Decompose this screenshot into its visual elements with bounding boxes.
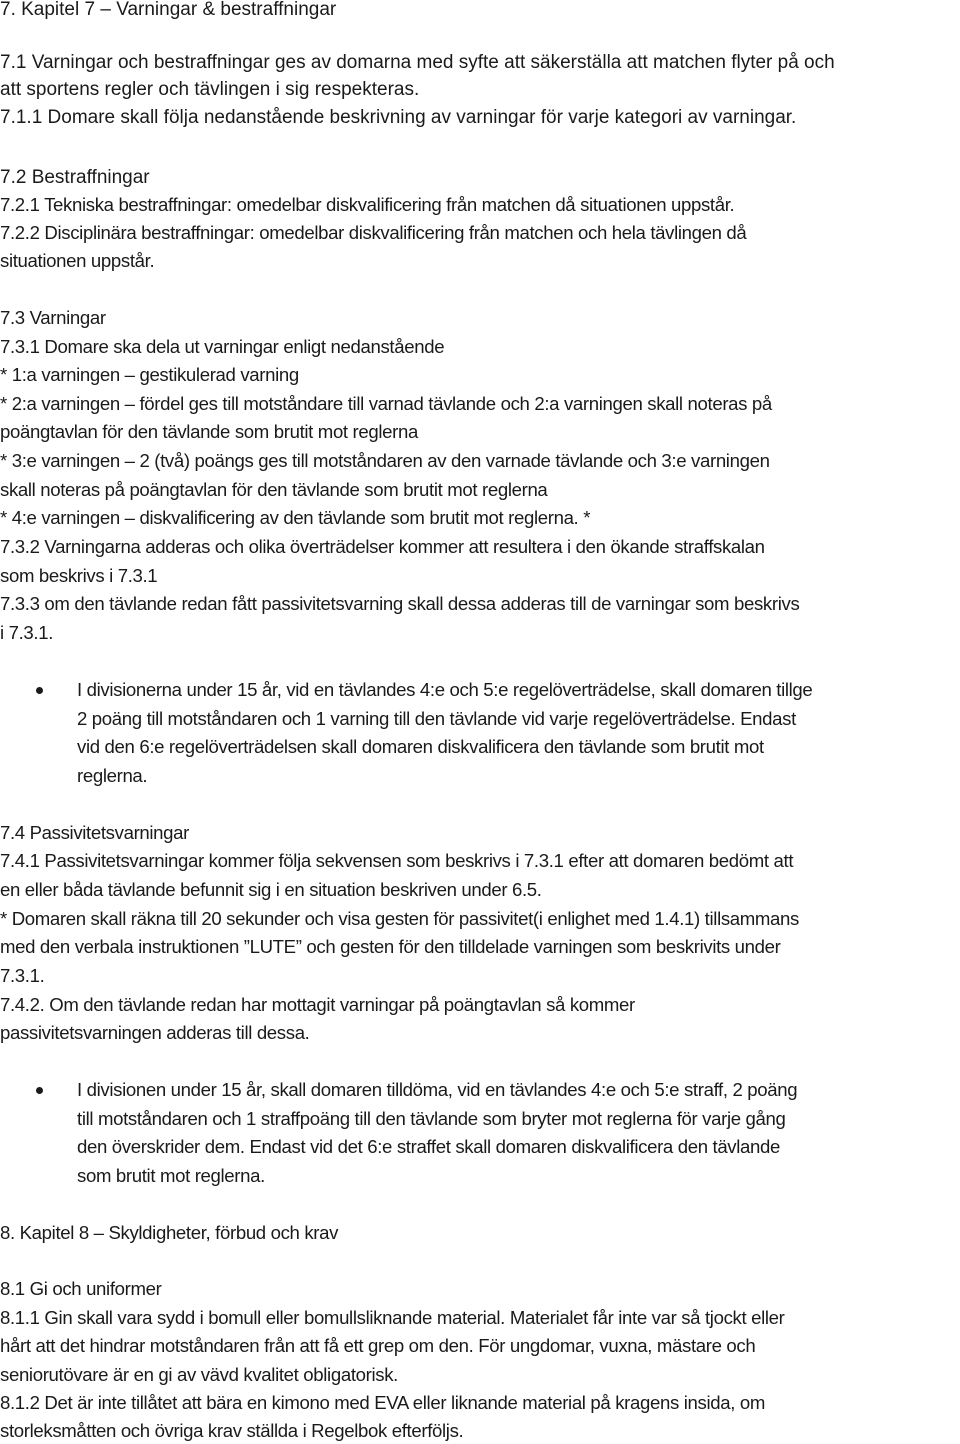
paragraph-7-4-2-line-2: passivitetsvarningen adderas till dessa. [0, 1022, 310, 1043]
bullet-icon [36, 1087, 43, 1094]
heading-7-3: 7.3 Varningar [0, 307, 106, 328]
bullet-1-line-3: vid den 6:e regelöverträdelsen skall domaren diskvalificera den tävlande som brutit mot [77, 736, 764, 757]
paragraph-7-4-1-line-2: en eller båda tävlande befunnit sig i en situation beskriven under 6.5. [0, 879, 542, 900]
warning-2-line-2: poängtavlan för den tävlande som brutit mot reglerna [0, 421, 418, 442]
paragraph-7-1-1: 7.1.1 Domare skall följa nedanstående beskrivning av varningar för varje kategori av varningar. [0, 107, 797, 128]
bullet-2-line-2: till motståndaren och 1 straffpoäng till den tävlande som bryter mot reglerna för varje gång [77, 1108, 786, 1129]
warning-2-line-1: * 2:a varningen – fördel ges till motståndare till varnad tävlande och 2:a varningen skall noteras på [0, 393, 772, 414]
paragraph-7-1-line-1: 7.1 Varningar och bestraffningar ges av domarna med syfte att säkerställa att matchen flyter på och [0, 52, 835, 73]
bullet-1-line-2: 2 poäng till motståndaren och 1 varning till den tävlande vid varje regelöverträdelse. Endast [77, 708, 796, 729]
warning-1: * 1:a varningen – gestikulerad varning [0, 364, 299, 385]
paragraph-8-1-1-line-2: hårt att det hindrar motståndaren från att få ett grep om den. För ungdomar, vuxna, mästare och [0, 1335, 756, 1356]
paragraph-7-3-2-line-2: som beskrivs i 7.3.1 [0, 565, 158, 586]
paragraph-8-1-2-line-1: 8.1.2 Det är inte tillåtet att bära en kimono med EVA eller liknande material på kragens insida, om [0, 1392, 765, 1413]
paragraph-8-1-2-line-2: storleksmåtten och övriga krav ställda i Regelbok efterföljs. [0, 1420, 464, 1441]
paragraph-7-2-1: 7.2.1 Tekniska bestraffningar: omedelbar diskvalificering från matchen då situationen uppstår. [0, 194, 735, 215]
paragraph-7-4-1-line-1: 7.4.1 Passivitetsvarningar kommer följa sekvensen som beskrivs i 7.3.1 efter att domaren bedömt att [0, 850, 794, 871]
bullet-2-line-3: den överskrider dem. Endast vid det 6:e straffet skall domaren diskvalificera den tävlande [77, 1136, 780, 1157]
paragraph-7-3-1: 7.3.1 Domare ska dela ut varningar enligt nedanstående [0, 336, 445, 357]
bullet-icon [36, 687, 43, 694]
warning-4: * 4:e varningen – diskvalificering av den tävlande som brutit mot reglerna. * [0, 507, 591, 528]
paragraph-7-3-2-line-1: 7.3.2 Varningarna adderas och olika överträdelser kommer att resultera i den ökande straffskalan [0, 536, 765, 557]
paragraph-8-1-1-line-3: seniorutövare är en gi av vävd kvalitet obligatorisk. [0, 1364, 398, 1385]
paragraph-7-4-1-line-3: * Domaren skall räkna till 20 sekunder och visa gesten för passivitet(i enlighet med 1.4.1) tillsammans [0, 908, 799, 929]
paragraph-8-1-1-line-1: 8.1.1 Gin skall vara sydd i bomull eller bomullsliknande material. Materialet får inte var så tjockt eller [0, 1307, 785, 1328]
paragraph-7-2-2-line-1: 7.2.2 Disciplinära bestraffningar: omedelbar diskvalificering från matchen och hela tävlingen då [0, 222, 747, 243]
chapter-7-heading: 7. Kapitel 7 – Varningar & bestraffningar [0, 0, 337, 20]
bullet-1-line-4: reglerna. [77, 765, 148, 786]
heading-8-1: 8.1 Gi och uniformer [0, 1278, 162, 1299]
heading-7-2: 7.2 Bestraffningar [0, 167, 150, 188]
paragraph-7-1-line-2: att sportens regler och tävlingen i sig respekteras. [0, 79, 420, 100]
bullet-1-line-1: I divisionerna under 15 år, vid en tävlandes 4:e och 5:e regelöverträdelse, skall domaren tillge [77, 679, 813, 700]
paragraph-7-2-2-line-2: situationen uppstår. [0, 250, 155, 271]
paragraph-7-4-1-line-5: 7.3.1. [0, 965, 45, 986]
paragraph-7-4-2-line-1: 7.4.2. Om den tävlande redan har mottagit varningar på poängtavlan så kommer [0, 994, 635, 1015]
warning-3-line-2: skall noteras på poängtavlan för den tävlande som brutit mot reglerna [0, 479, 548, 500]
warning-3-line-1: * 3:e varningen – 2 (två) poängs ges till motståndaren av den varnade tävlande och 3:e varningen [0, 450, 770, 471]
bullet-2-line-4: som brutit mot reglerna. [77, 1165, 265, 1186]
chapter-8-heading: 8. Kapitel 8 – Skyldigheter, förbud och krav [0, 1222, 339, 1243]
paragraph-7-4-1-line-4: med den verbala instruktionen ”LUTE” och gesten för den tilldelade varningen som beskrivits under [0, 936, 781, 957]
heading-7-4: 7.4 Passivitetsvarningar [0, 822, 189, 843]
paragraph-7-3-3-line-1: 7.3.3 om den tävlande redan fått passivitetsvarning skall dessa adderas till de varningar som beskrivs [0, 593, 800, 614]
paragraph-7-3-3-line-2: i 7.3.1. [0, 622, 54, 643]
bullet-2-line-1: I divisionen under 15 år, skall domaren tilldöma, vid en tävlandes 4:e och 5:e straff, 2 poäng [77, 1079, 798, 1100]
